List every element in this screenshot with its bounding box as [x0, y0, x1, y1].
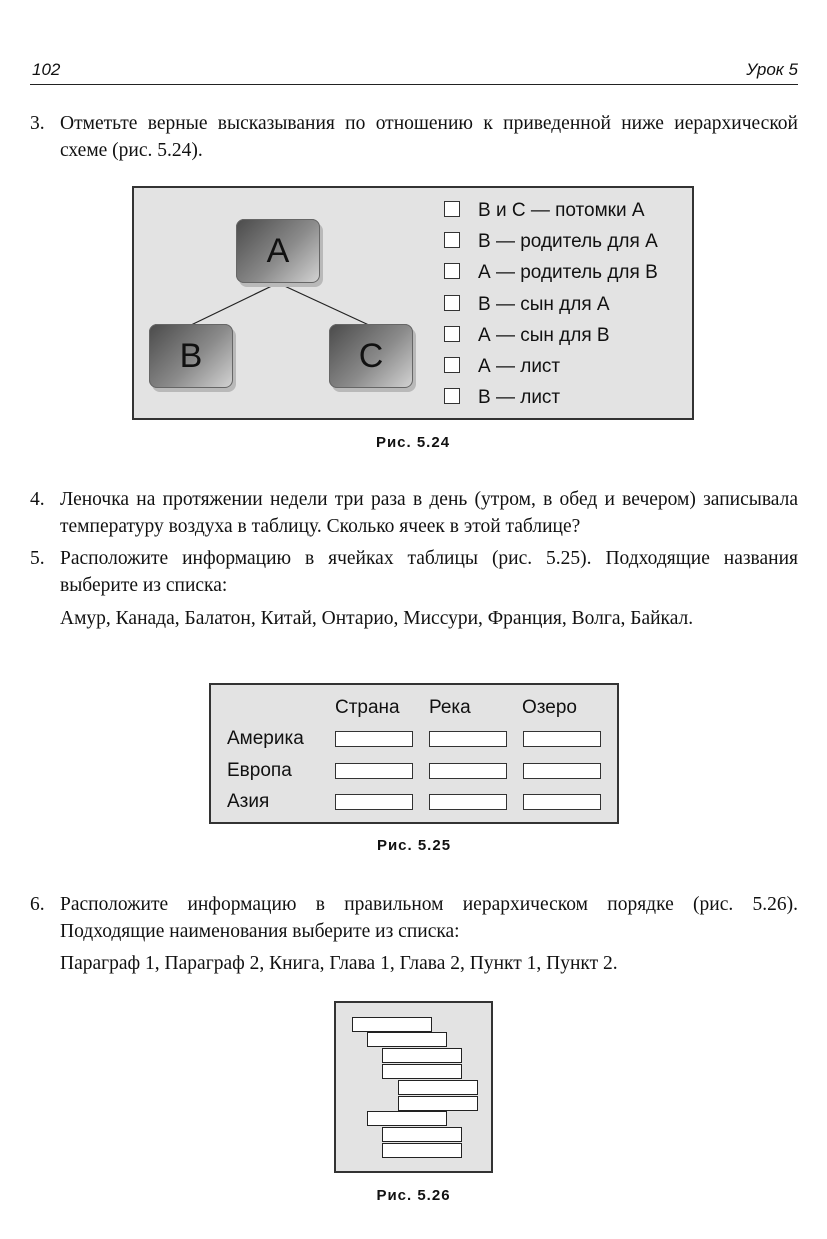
table-cell-input[interactable]	[429, 763, 507, 779]
checkbox[interactable]	[444, 201, 460, 217]
option-label: В и С — потомки А	[478, 200, 645, 221]
column-header-country: Страна	[335, 697, 400, 718]
hierarchy-slot-level-2[interactable]	[367, 1032, 447, 1047]
row-header-asia: Азия	[227, 791, 270, 812]
figure-5-25	[209, 683, 619, 824]
task-4	[30, 486, 798, 540]
table-cell-input[interactable]	[523, 731, 601, 747]
task-6-word-list: Параграф 1, Параграф 2, Книга, Глава 1, Глава 2, Пункт 1, Пункт 2.	[60, 953, 618, 974]
option-row[interactable]	[444, 294, 610, 320]
option-row[interactable]	[444, 356, 560, 382]
option-label: В — сын для А	[478, 294, 610, 315]
checkbox[interactable]	[444, 388, 460, 404]
page-number: 102	[32, 60, 61, 79]
figure-caption: Рис. 5.26	[376, 1187, 451, 1204]
option-row[interactable]	[444, 262, 658, 288]
task-6-text: Расположите информацию в правильном иерархическом порядке (рис. 5.26). Подходящие наименования выберите из списка:	[60, 894, 798, 942]
edge-a-b	[189, 283, 278, 326]
lesson-title: Урок 5	[746, 60, 798, 79]
tree-node-a: A	[236, 219, 320, 283]
figure-caption: Рис. 5.25	[376, 837, 452, 854]
option-row[interactable]	[444, 387, 560, 413]
column-header-lake: Озеро	[522, 697, 577, 718]
table-cell-input[interactable]	[335, 731, 413, 747]
task-6-number: 6.	[30, 894, 45, 915]
task-3	[30, 110, 798, 164]
table-cell-input[interactable]	[335, 794, 413, 810]
task-5-number: 5.	[30, 548, 45, 569]
edge-a-c	[278, 283, 371, 326]
task-5	[30, 545, 798, 599]
hierarchy-slot-level-4[interactable]	[398, 1080, 478, 1095]
option-label: А — сын для В	[478, 325, 610, 346]
option-label: В — лист	[478, 387, 561, 408]
option-label: А — родитель для В	[478, 262, 658, 283]
checkbox[interactable]	[444, 232, 460, 248]
hierarchy-slot-level-3[interactable]	[382, 1048, 462, 1063]
hierarchy-slot-level-3[interactable]	[382, 1143, 462, 1158]
table-cell-input[interactable]	[429, 731, 507, 747]
table-cell-input[interactable]	[523, 763, 601, 779]
row-header-america: Америка	[227, 728, 304, 749]
tree-node-b: B	[149, 324, 233, 388]
option-row[interactable]	[444, 231, 658, 257]
option-row[interactable]	[444, 200, 645, 226]
checkbox[interactable]	[444, 263, 460, 279]
header-rule	[30, 84, 798, 85]
figure-caption: Рис. 5.24	[375, 434, 451, 451]
hierarchy-slot-level-4[interactable]	[398, 1096, 478, 1111]
task-4-number: 4.	[30, 489, 45, 510]
hierarchy-slot-level-3[interactable]	[382, 1064, 462, 1079]
option-row[interactable]	[444, 325, 610, 351]
hierarchy-slot-level-1[interactable]	[352, 1017, 432, 1032]
table-cell-input[interactable]	[335, 763, 413, 779]
task-5-text: Расположите информацию в ячейках таблицы (рис. 5.25). Подходящие названия выберите из списка:	[60, 548, 798, 596]
task-3-number: 3.	[30, 113, 45, 134]
hierarchy-slot-level-3[interactable]	[382, 1127, 462, 1142]
option-label: А — лист	[478, 356, 561, 377]
task-3-text: Отметьте верные высказывания по отношению к приведенной ниже иерархической схеме (рис. 5.24).	[60, 113, 798, 161]
figure-5-26	[334, 1001, 493, 1173]
option-label: В — родитель для А	[478, 231, 658, 252]
row-header-europe: Европа	[227, 760, 292, 781]
figure-5-24	[132, 186, 694, 420]
task-6	[30, 891, 798, 945]
column-header-river: Река	[429, 697, 471, 718]
checkbox[interactable]	[444, 357, 460, 373]
checkbox[interactable]	[444, 326, 460, 342]
checkbox[interactable]	[444, 295, 460, 311]
task-4-text: Леночка на протяжении недели три раза в день (утром, в обед и вечером) записывала температуру воздуха в таблицу. Сколько ячеек в этой таблице?	[60, 489, 798, 537]
table-cell-input[interactable]	[429, 794, 507, 810]
tree-node-c: C	[329, 324, 413, 388]
hierarchy-slot-level-2[interactable]	[367, 1111, 447, 1126]
task-5-word-list: Амур, Канада, Балатон, Китай, Онтарио, Миссури, Франция, Волга, Байкал.	[60, 608, 694, 629]
table-cell-input[interactable]	[523, 794, 601, 810]
